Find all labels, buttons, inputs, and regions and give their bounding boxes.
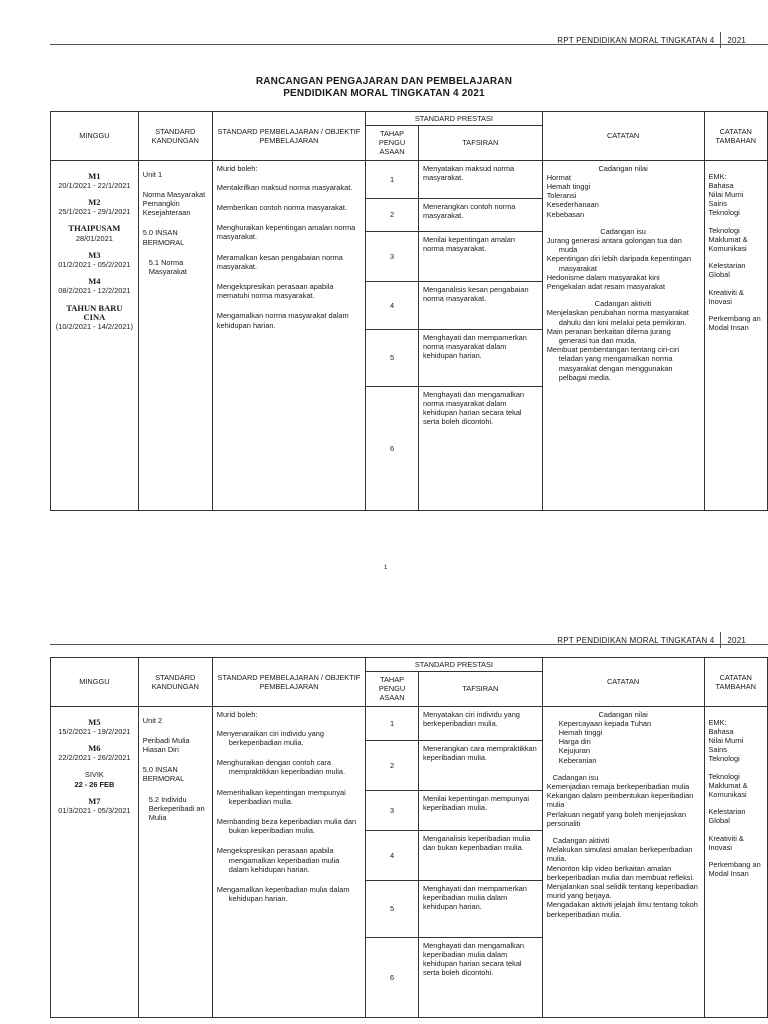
running-head-year: 2021 — [727, 35, 746, 45]
week-date: 25/1/2021 - 29/1/2021 — [58, 207, 131, 217]
nilai-item: Keberanian — [558, 755, 597, 765]
pembelajaran-item: Mengekspresikan perasaan apabila mematuhi norma masyarakat. — [216, 282, 334, 301]
tahap-level: 6 — [366, 937, 419, 1017]
running-head — [557, 32, 746, 48]
tafsiran-text: Menerangkan cara mempraktikkan keperibadian mulia. — [418, 740, 542, 790]
tafsiran-text: Menghayati dan mengamalkan keperibadian mulia dalam kehidupan harian secara tekal serta boleh dicontohi. — [418, 937, 542, 1017]
rpt-table-page2 — [50, 657, 768, 1018]
week-label: M3 — [88, 249, 101, 260]
week-label: M2 — [88, 197, 101, 208]
tafsiran-text: Menghayati dan mempamerkan norma masyarakat dalam kehidupan harian. — [418, 329, 542, 386]
nilai-item: Harga diri — [558, 737, 591, 747]
tahap-level: 4 — [366, 830, 419, 880]
tambahan-cell — [704, 160, 768, 510]
header-catatan-tambahan: CATATAN TAMBAHAN — [704, 658, 768, 707]
tafsiran-text: Menilai kepentingan mempunyai keperibadian mulia. — [418, 790, 542, 830]
running-head-divider — [720, 632, 721, 648]
pembelajaran-cell — [212, 160, 365, 510]
tahap-level: 5 — [366, 880, 419, 937]
pembelajaran-item: Membanding beza keperibadian mulia dan bukan keperibadian mulia. — [216, 817, 357, 836]
holiday-label: THAIPUSAM — [68, 223, 121, 234]
aktiviti-item: Mengadakan aktiviti jelajah ilmu tentang tokoh berkeperibadian mulia. — [546, 900, 698, 919]
catatan-aktiviti-heading: Cadangan aktiviti — [594, 299, 652, 309]
tafsiran-text: Menganalisis keperibadian mulia dan bukan keperibadian mulia. — [418, 830, 542, 880]
pembelajaran-item: Mengamalkan norma masyarakat dalam kehidupan harian. — [216, 311, 349, 330]
tambahan-item: Kelestarian Global — [708, 807, 746, 826]
tambahan-item: Kreativiti & Inovasi — [708, 833, 744, 852]
tahap-level: 1 — [366, 160, 419, 198]
catatan-aktiviti-heading: Cadangan aktiviti — [552, 836, 610, 846]
kandungan-unit: Unit 1 — [142, 169, 163, 179]
aktiviti-item: Menjelaskan perubahan norma masyarakat dahulu dan kini melalui peta pemikiran. — [546, 308, 689, 327]
header-catatan-tambahan: CATATAN TAMBAHAN — [704, 112, 768, 161]
week-date: 01/3/2021 - 05/3/2021 — [58, 806, 131, 816]
isu-item: Hedonisme dalam masyarakat kini — [546, 272, 660, 282]
tahap-level: 3 — [366, 231, 419, 281]
aktiviti-item: Membuat pembentangan tentang ciri-ciri teladan yang mengamalkan norma masyarakat dengan menggunakan pelbagai media. — [546, 345, 679, 382]
kandungan-topic: Peribadi Mulia Hiasan Diri — [142, 735, 190, 755]
holiday-label: TAHUN BARU CINA — [66, 302, 123, 322]
week-cell — [51, 160, 139, 510]
catatan-isu-heading: Cadangan isu — [600, 226, 646, 236]
pembelajaran-intro: Murid boleh: — [216, 709, 258, 719]
header-standard-kandungan: STANDARD KANDUNGAN — [138, 112, 212, 161]
tahap-level: 2 — [366, 198, 419, 231]
tafsiran-text: Menyatakan maksud norma masyarakat. — [418, 160, 542, 198]
tambahan-item: Teknologi — [708, 754, 740, 764]
page-2 — [0, 600, 768, 1024]
header-catatan: CATATAN — [542, 658, 704, 707]
week-label: M4 — [88, 276, 101, 287]
running-head-year: 2021 — [727, 635, 746, 645]
pembelajaran-item: Memerihalkan kepentingan mempunyai keperibadian mulia. — [216, 787, 346, 806]
kandungan-subsection: 5.2 Individu Berkeperibadi an Mulia — [148, 794, 205, 823]
aktiviti-item: Melakukan simulasi amalan berkeperibadian mulia. — [546, 845, 693, 864]
kandungan-section: 5.0 INSAN BERMORAL — [142, 228, 185, 247]
catatan-cell — [542, 706, 704, 1017]
header-tahap: TAHAP PENGU ASAAN — [366, 672, 419, 707]
pembelajaran-cell — [212, 706, 365, 1017]
tambahan-item: EMK: — [708, 717, 727, 727]
isu-item: Pengekalan adat resam masyarakat — [546, 282, 666, 292]
civic-date: 22 - 26 FEB — [74, 779, 115, 789]
tahap-level: 4 — [366, 281, 419, 329]
week-label: M5 — [88, 716, 101, 727]
holiday-date: 28/01/2021 — [75, 233, 113, 243]
week-label: M7 — [88, 795, 101, 806]
pembelajaran-item: Mengekspresikan perasaan apabila mengamalkan keperibadian mulia dalam kehidupan harian. — [216, 846, 340, 874]
header-tahap: TAHAP PENGU ASAAN — [366, 126, 419, 161]
tambahan-item: EMK: — [708, 171, 727, 181]
kandungan-subsection: 5.1 Norma Masyarakat — [148, 257, 187, 277]
isu-item: Kekangan dalam pembentukan keperibadian mulia — [546, 791, 694, 810]
tafsiran-text: Menghayati dan mempamerkan keperibadian mulia dalam kehidupan harian. — [418, 880, 542, 937]
week-date: 22/2/2021 - 26/2/2021 — [58, 753, 131, 763]
tahap-level: 3 — [366, 790, 419, 830]
tafsiran-text: Menganalisis kesan pengabaian norma masyarakat. — [418, 281, 542, 329]
tambahan-item: Bahasa — [708, 180, 734, 190]
running-head-divider — [720, 32, 721, 48]
nilai-item: Toleransi — [546, 191, 577, 201]
pembelajaran-item: Menghuraikan kepentingan amalan norma masyarakat. — [216, 223, 356, 242]
pembelajaran-intro: Murid boleh: — [216, 163, 258, 173]
nilai-item: Kejujuran — [558, 746, 590, 756]
week-date: 08/2/2021 - 12/2/2021 — [58, 286, 131, 296]
doc-title-line2: PENDIDIKAN MORAL TINGKATAN 4 2021 — [283, 88, 485, 99]
tambahan-item: Nilai Murni — [708, 190, 744, 200]
header-tafsiran: TAFSIRAN — [418, 126, 542, 161]
page-number: 1 — [384, 565, 388, 571]
doc-title-line1: RANCANGAN PENGAJARAN DAN PEMBELAJARAN — [255, 76, 513, 87]
tambahan-item: Teknologi Maklumat & Komunikasi — [708, 771, 748, 800]
tambahan-item: Teknologi — [708, 208, 740, 218]
rpt-table-page1 — [50, 111, 768, 511]
pembelajaran-item: Mentakrifkan maksud norma masyarakat. — [216, 182, 353, 192]
tafsiran-text: Menerangkan contoh norma masyarakat. — [418, 198, 542, 231]
tambahan-item: Sains — [708, 745, 727, 755]
tambahan-item: Kelestarian Global — [708, 261, 746, 280]
header-standard-pembelajaran: STANDARD PEMBELAJARAN / OBJEKTIF PEMBELAJARAN — [212, 112, 365, 161]
kandungan-topic: Norma Masyarakat Pemangkin Kesejahteraan — [142, 189, 206, 218]
tambahan-cell — [704, 706, 768, 1017]
header-standard-kandungan: STANDARD KANDUNGAN — [138, 658, 212, 707]
tambahan-item: Kreativiti & Inovasi — [708, 287, 744, 306]
catatan-cell — [542, 160, 704, 510]
tafsiran-text: Menilai kepentingan amalan norma masyarakat. — [418, 231, 542, 281]
header-minggu: MINGGU — [51, 112, 139, 161]
tambahan-item: Perkembang an Modal Insan — [708, 314, 761, 333]
catatan-nilai-heading: Cadangan nilai — [598, 709, 648, 719]
tahap-level: 2 — [366, 740, 419, 790]
nilai-item: Kesederhanaan — [546, 200, 599, 210]
tahap-level: 1 — [366, 706, 419, 740]
tambahan-item: Nilai Murni — [708, 736, 744, 746]
kandungan-unit: Unit 2 — [142, 715, 163, 725]
header-minggu: MINGGU — [51, 658, 139, 707]
catatan-isu-heading: Cadangan isu — [552, 772, 599, 782]
running-head-title: RPT PENDIDIKAN MORAL TINGKATAN 4 — [557, 35, 715, 45]
isu-item: Perlakuan negatif yang boleh menjejaskan personaliti — [546, 809, 686, 828]
week-date: 01/2/2021 - 05/2/2021 — [58, 260, 131, 270]
aktiviti-item: Menonton klip video berkaitan amalan berkeperibadian mulia dan membuat refleksi. — [546, 863, 695, 882]
week-cell — [51, 706, 139, 1017]
week-date: 20/1/2021 - 22/1/2021 — [58, 180, 131, 190]
running-head — [557, 632, 746, 648]
aktiviti-item: Main peranan berkaitan dilema jurang generasi tua dan muda. — [546, 326, 671, 346]
nilai-item: Kepercayaan kepada Tuhan — [558, 718, 652, 728]
tahap-level: 5 — [366, 329, 419, 386]
nilai-item: Kebebasan — [546, 209, 585, 219]
civic-label: SIVIK — [84, 770, 104, 780]
week-label: M1 — [88, 170, 101, 181]
pembelajaran-item: Menghuraikan dengan contoh cara mempraktikkan keperibadian mulia. — [216, 758, 346, 777]
header-catatan: CATATAN — [542, 112, 704, 161]
tafsiran-text: Menyatakan ciri individu yang berkeperibadian mulia. — [418, 706, 542, 740]
header-standard-prestasi: STANDARD PRESTASI — [366, 112, 543, 126]
isu-item: Kemenjadian remaja berkeperibadian mulia — [546, 782, 690, 792]
kandungan-section: 5.0 INSAN BERMORAL — [142, 765, 185, 784]
nilai-item: Hormat — [546, 172, 571, 182]
tahap-level: 6 — [366, 386, 419, 510]
tambahan-item: Teknologi Maklumat & Komunikasi — [708, 225, 748, 254]
pembelajaran-item: Menyenaraikan ciri individu yang berkeperibadian mulia. — [216, 728, 325, 748]
aktiviti-item: Menjalankan soal selidik tentang keperibadian murid yang berjaya. — [546, 882, 698, 901]
tambahan-item: Perkembang an Modal Insan — [708, 860, 761, 879]
kandungan-cell — [138, 706, 212, 1017]
isu-item: Jurang generasi antara golongan tua dan muda — [546, 236, 682, 255]
tambahan-item: Bahasa — [708, 726, 734, 736]
catatan-nilai-heading: Cadangan nilai — [598, 163, 648, 173]
tafsiran-text: Menghayati dan mengamalkan norma masyarakat dalam kehidupan harian secara tekal serta boleh dicontohi. — [418, 386, 542, 510]
nilai-item: Hemah tinggi — [558, 728, 603, 738]
nilai-item: Hemah tinggi — [546, 182, 591, 192]
header-tafsiran: TAFSIRAN — [418, 672, 542, 707]
header-standard-pembelajaran: STANDARD PEMBELAJARAN / OBJEKTIF PEMBELAJARAN — [212, 658, 365, 707]
pembelajaran-item: Memberikan contoh norma masyarakat. — [216, 203, 347, 213]
tambahan-item: Sains — [708, 199, 727, 209]
week-label: M6 — [88, 743, 101, 754]
pembelajaran-item: Meramalkan kesan pengabaian norma masyarakat. — [216, 252, 343, 271]
header-standard-prestasi: STANDARD PRESTASI — [366, 658, 543, 672]
kandungan-cell — [138, 160, 212, 510]
pembelajaran-item: Mengamalkan keperibadian mulia dalam kehidupan harian. — [216, 885, 350, 904]
holiday-date: (10/2/2021 - 14/2/2021) — [55, 322, 133, 332]
week-date: 15/2/2021 - 19/2/2021 — [58, 726, 131, 736]
running-head-title: RPT PENDIDIKAN MORAL TINGKATAN 4 — [557, 635, 715, 645]
isu-item: Kepentingan diri lebih daripada kepentingan masyarakat — [546, 254, 691, 273]
